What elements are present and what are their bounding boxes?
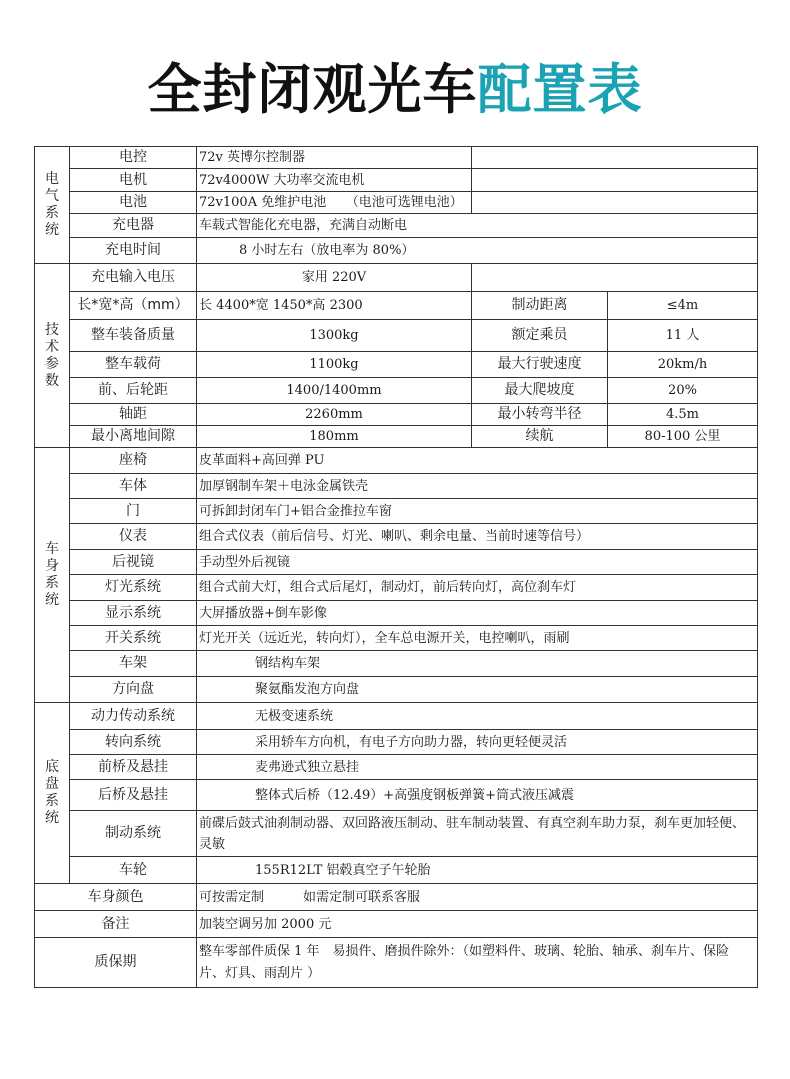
table-row [35,426,758,448]
table-row [35,755,758,780]
table-row [35,884,758,911]
spec-value: 80-100 公里 [608,426,758,448]
spec-value: 组合式前大灯，组合式后尾灯，制动灯，前后转向灯，高位刹车灯 [197,575,758,601]
title-accent: 配置表 [477,58,643,121]
spec-label: 整车载荷 [70,352,197,378]
spec-label: 座椅 [70,448,197,474]
spec-value: ≤4m [608,292,758,320]
spec-table [34,146,758,988]
spec-value: 钢结构车架 [197,651,758,677]
table-row [35,601,758,626]
spec-value: 手动型外后视镜 [197,550,758,575]
spec-label: 前桥及悬挂 [70,755,197,780]
spec-label: 开关系统 [70,626,197,651]
spec-value: 155R12LT 铝毂真空子午轮胎 [197,857,758,884]
spec-label: 质保期 [35,938,197,988]
spec-value: 采用轿车方向机，有电子方向助力器，转向更轻便灵活 [197,730,758,755]
spec-label: 制动系统 [70,811,197,857]
table-row [35,169,758,192]
spec-value: 8 小时左右（放电率为 80%） [197,238,758,264]
spec-label: 灯光系统 [70,575,197,601]
empty-cell [472,192,758,214]
spec-label: 后视镜 [70,550,197,575]
spec-value: 整体式后桥（12.49）+高强度钢板弹簧+筒式液压减震 [197,780,758,811]
table-row [35,703,758,730]
page-title [0,58,790,122]
spec-value: 4.5m [608,404,758,426]
spec-label: 车身颜色 [35,884,197,911]
spec-label: 显示系统 [70,601,197,626]
spec-label: 车轮 [70,857,197,884]
spec-value: 灯光开关（远近光，转向灯），全车总电源开关，电控喇叭，雨刷 [197,626,758,651]
empty-cell [472,169,758,192]
spec-label: 长*宽*高（mm） [70,292,197,320]
table-row [35,575,758,601]
table-row [35,550,758,575]
table-row [35,938,758,988]
spec-value: 1400/1400mm [197,378,472,404]
spec-label: 充电时间 [70,238,197,264]
spec-label: 制动距离 [472,292,608,320]
spec-value: 长 4400*宽 1450*高 2300 [197,292,472,320]
spec-label: 仪表 [70,524,197,550]
spec-label: 电池 [70,192,197,214]
spec-value: 180mm [197,426,472,448]
spec-label: 电机 [70,169,197,192]
spec-label: 充电输入电压 [70,264,197,292]
spec-label: 整车装备质量 [70,320,197,352]
spec-value: 前碟后鼓式油刹制动器、双回路液压制动、驻车制动装置、有真空刹车助力泵，刹车更加轻便、灵敏 [197,811,758,857]
spec-value: 加装空调另加 2000 元 [197,911,758,938]
table-row [35,320,758,352]
spec-value: 麦弗逊式独立悬挂 [197,755,758,780]
table-row [35,404,758,426]
spec-label: 轴距 [70,404,197,426]
spec-value: 72v 英博尔控制器 [197,147,472,169]
spec-label: 转向系统 [70,730,197,755]
table-row [35,292,758,320]
spec-value: 无极变速系统 [197,703,758,730]
spec-value: 组合式仪表（前后信号、灯光、喇叭、剩余电量、当前时速等信号） [197,524,758,550]
table-row [35,352,758,378]
section-chassis: 底盘系统 [35,703,70,884]
table-row [35,524,758,550]
table-row [35,238,758,264]
section-technical: 技术参数 [35,264,70,448]
spec-value: 20km/h [608,352,758,378]
spec-label: 电控 [70,147,197,169]
spec-value: 加厚钢制车架＋电泳金属铁壳 [197,474,758,499]
spec-value: 大屏播放器+倒车影像 [197,601,758,626]
title-main: 全封闭观光车 [147,58,478,121]
spec-label: 方向盘 [70,677,197,703]
spec-label: 车体 [70,474,197,499]
spec-label: 最小转弯半径 [472,404,608,426]
spec-value: 聚氨酯发泡方向盘 [197,677,758,703]
spec-label: 额定乘员 [472,320,608,352]
spec-value: 20% [608,378,758,404]
table-row [35,147,758,169]
spec-label: 前、后轮距 [70,378,197,404]
table-row [35,651,758,677]
table-row [35,378,758,404]
spec-label: 门 [70,499,197,524]
spec-value: 1300kg [197,320,472,352]
spec-label: 充电器 [70,214,197,238]
table-row [35,499,758,524]
table-row [35,192,758,214]
spec-value: 家用 220V [197,264,472,292]
table-row [35,911,758,938]
section-body: 车身系统 [35,448,70,703]
spec-value: 车载式智能化充电器，充满自动断电 [197,214,758,238]
table-row [35,857,758,884]
table-row [35,677,758,703]
spec-value: 2260mm [197,404,472,426]
spec-value: 72v4000W 大功率交流电机 [197,169,472,192]
spec-label: 最大行驶速度 [472,352,608,378]
spec-label: 最小离地间隙 [70,426,197,448]
table-row [35,474,758,499]
spec-value: 可按需定制 如需定制可联系客服 [197,884,758,911]
spec-value: 皮革面料+高回弹 PU [197,448,758,474]
spec-value: 11 人 [608,320,758,352]
table-row [35,730,758,755]
spec-label: 动力传动系统 [70,703,197,730]
spec-value: 1100kg [197,352,472,378]
spec-label: 最大爬坡度 [472,378,608,404]
table-row [35,448,758,474]
spec-label: 车架 [70,651,197,677]
spec-label: 续航 [472,426,608,448]
empty-cell [472,264,758,292]
empty-cell [472,147,758,169]
table-row [35,811,758,857]
section-electrical: 电气系统 [35,147,70,264]
table-row [35,214,758,238]
spec-value: 72v100A 免维护电池 （电池可选锂电池） [197,192,472,214]
table-row [35,780,758,811]
table-row [35,626,758,651]
spec-label: 备注 [35,911,197,938]
spec-value: 整车零部件质保 1 年 易损件、磨损件除外：（如塑料件、玻璃、轮胎、轴承、刹车片、保险片、灯具、雨刮片 ） [197,938,758,988]
spec-value: 可拆卸封闭车门+铝合金推拉车窗 [197,499,758,524]
table-row [35,264,758,292]
spec-label: 后桥及悬挂 [70,780,197,811]
